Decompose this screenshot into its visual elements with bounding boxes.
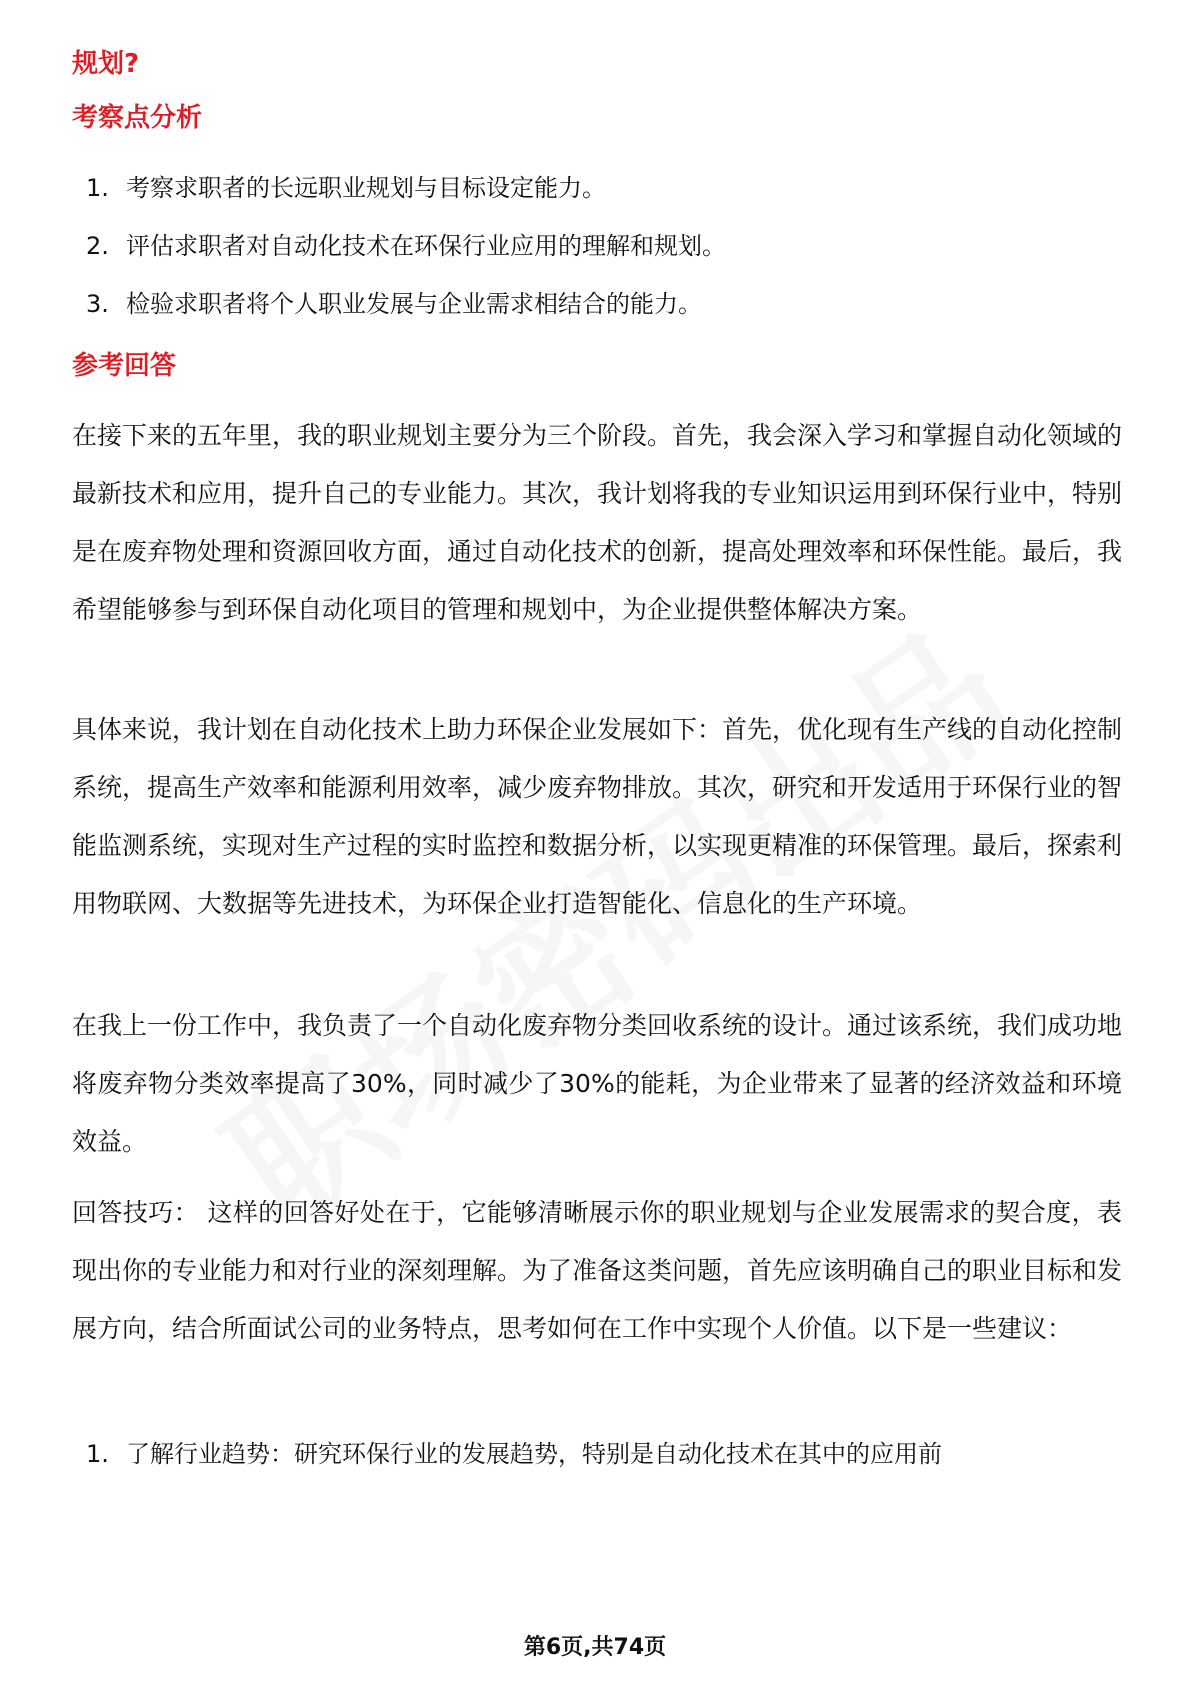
list-number: 1. xyxy=(86,1440,109,1468)
answer-paragraph-3: 在我上一份工作中，我负责了一个自动化废弃物分类回收系统的设计。通过该系统，我们成功地将废弃物分类效率提高了30%，同时减少了30%的能耗，为企业带来了显著的经济效益和环境效益。 xyxy=(72,1011,1123,1156)
answer-tips-paragraph: 回答技巧： 这样的回答好处在于，它能够清晰展示你的职业规划与企业发展需求的契合度，表现出你的专业能力和对行业的深刻理解。为了准备这类问题，首先应该明确自己的职业目标和发展方向，结合所面试公司的业务特点，思考如何在工作中实现个人价值。以下是一些建议： xyxy=(72,1198,1123,1343)
list-text: 考察求职者的长远职业规划与目标设定能力。 xyxy=(126,174,606,202)
list-item xyxy=(72,1434,1112,1492)
analysis-list xyxy=(72,168,1112,342)
page-number-footer: 第6页,共74页 xyxy=(523,1635,667,1660)
list-number: 2. xyxy=(86,232,109,260)
answer-paragraph-2: 具体来说，我计划在自动化技术上助力环保企业发展如下：首先，优化现有生产线的自动化控制系统，提高生产效率和能源利用效率，减少废弃物排放。其次，研究和开发适用于环保行业的智能监测系统，实现对生产过程的实时监控和数据分析，以实现更精准的环保管理。最后，探索利用物联网、大数据等先进技术，为环保企业打造智能化、信息化的生产环境。 xyxy=(72,715,1123,918)
analysis-heading: 考察点分析 xyxy=(72,103,203,133)
list-text: 了解行业趋势：研究环保行业的发展趋势，特别是自动化技术在其中的应用前 xyxy=(126,1440,942,1468)
list-text: 检验求职者将个人职业发展与企业需求相结合的能力。 xyxy=(126,290,702,318)
tips-list xyxy=(72,1434,1112,1492)
list-item xyxy=(72,284,1112,342)
list-text: 评估求职者对自动化技术在环保行业应用的理解和规划。 xyxy=(126,232,726,260)
list-item xyxy=(72,226,1112,284)
answer-heading: 参考回答 xyxy=(72,351,177,381)
continued-title: 规划? xyxy=(72,49,140,79)
list-number: 1. xyxy=(86,174,109,202)
answer-paragraph-1: 在接下来的五年里，我的职业规划主要分为三个阶段。首先，我会深入学习和掌握自动化领域的最新技术和应用，提升自己的专业能力。其次，我计划将我的专业知识运用到环保行业中，特别是在废弃物处理和资源回收方面，通过自动化技术的创新，提高处理效率和环保性能。最后，我希望能够参与到环保自动化项目的管理和规划中，为企业提供整体解决方案。 xyxy=(72,421,1123,624)
list-number: 3. xyxy=(86,290,109,318)
list-item xyxy=(72,168,1112,226)
